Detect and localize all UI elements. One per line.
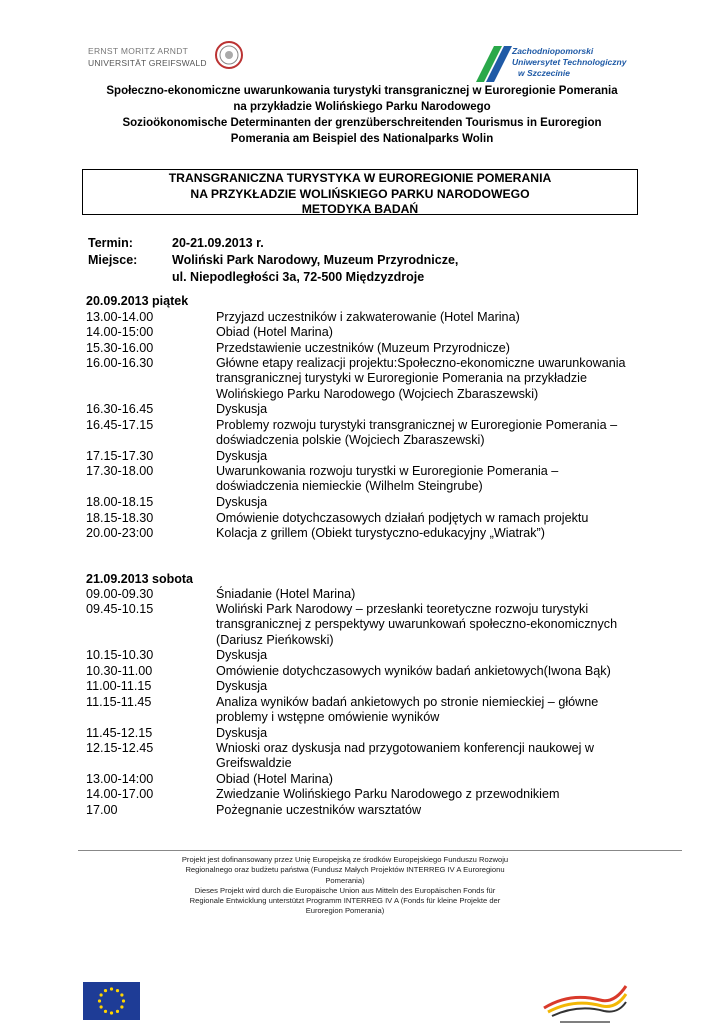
university-seal-icon <box>214 40 244 70</box>
schedule-time: 17.00 <box>86 803 118 817</box>
title-de-line1: Sozioökonomische Determinanten der grenzüberschreitenden Tourismus in Euroregion <box>122 117 602 129</box>
schedule-text: Obiad (Hotel Marina) <box>216 772 333 786</box>
greifswald-logo-line2: UNIVERSITÄT GREIFSWALD <box>88 58 207 68</box>
termin-value: 20-21.09.2013 r. <box>172 236 264 250</box>
zut-logo-line2: Uniwersytet Technologiczny <box>512 57 627 67</box>
schedule-text: Wnioski oraz dyskusja nad przygotowaniem konferencji naukowej w Greifswaldzie <box>216 741 594 771</box>
project-titles <box>60 83 664 147</box>
miejsce-line2: ul. Niepodległości 3a, 72-500 Międzyzdroje <box>172 270 425 284</box>
schedule-text: Uwarunkowania rozwoju turystki w Euroregionie Pomerania – doświadczenia niemieckie (Wilhelm Steingrube) <box>216 464 559 494</box>
footer-line: Dieses Projekt wird durch die Europäische Union aus Mitteln des Europäischen Fonds für <box>194 885 496 895</box>
day2-title: 21.09.2013 sobota <box>86 572 194 586</box>
title-pl-line2: na przykładzie Wolińskiego Parku Narodowego <box>233 101 491 113</box>
schedule-time: 17.30-18.00 <box>86 464 154 478</box>
schedule-time: 16.45-17.15 <box>86 418 154 432</box>
zut-logo <box>474 44 644 84</box>
schedule-text: Pożegnanie uczestników warsztatów <box>216 803 422 817</box>
schedule-text: Dyskusja <box>216 726 268 740</box>
greifswald-logo <box>88 40 228 82</box>
footer-line: Regionale Entwicklung unterstützt Programm INTERREG IV A (Fonds für kleine Projekte der <box>189 896 501 906</box>
schedule-text: Analiza wyników badań ankietowych po stronie niemieckiej – główne problemy i wstępne omówienie wyników <box>216 695 599 725</box>
zut-logo-line3: w Szczecinie <box>518 68 570 78</box>
schedule-time: 11.00-11.15 <box>86 679 152 693</box>
miejsce-line1: Woliński Park Narodowy, Muzeum Przyrodnicze, <box>172 253 459 267</box>
schedule-time: 15.30-16.00 <box>86 341 154 355</box>
schedule-text: Śniadanie (Hotel Marina) <box>216 587 356 601</box>
schedule-time: 14.00-17.00 <box>86 787 154 801</box>
schedule-text: Kolacja z grillem (Obiekt turystyczno-edukacyjny „Wiatrak”) <box>216 526 545 540</box>
footer-line: Pomerania) <box>325 875 365 885</box>
zut-emblem-icon <box>474 44 514 84</box>
schedule-time: 14.00-15:00 <box>86 325 154 339</box>
schedule-text: Dyskusja <box>216 495 268 509</box>
eu-flag-icon <box>83 982 140 1020</box>
interreg-logo-icon <box>540 978 630 1024</box>
schedule-text: Dyskusja <box>216 449 268 463</box>
schedule-time: 09.45-10.15 <box>86 602 154 616</box>
schedule-time: 17.15-17.30 <box>86 449 154 463</box>
schedule-text: Główne etapy realizacji projektu:Społeczno-ekonomiczne uwarunkowania transgranicznej turystyki w Euroregionie Pomerania na przykładzie Wolińskiego Parku Narodowego (Wojciech Zbaraszewski) <box>216 356 626 401</box>
schedule-text: Obiad (Hotel Marina) <box>216 325 333 339</box>
schedule-time: 13.00-14.00 <box>86 310 154 324</box>
schedule-time: 16.00-16.30 <box>86 356 154 370</box>
schedule-time: 12.15-12.45 <box>86 741 154 755</box>
schedule-text: Zwiedzanie Wolińskiego Parku Narodowego z przewodnikiem <box>216 787 560 801</box>
schedule-time: 10.30-11.00 <box>86 664 153 678</box>
schedule-time: 18.15-18.30 <box>86 511 154 525</box>
workshop-title-line2: NA PRZYKŁADZIE WOLIŃSKIEGO PARKU NARODOWEGO <box>190 186 530 201</box>
schedule-time: 16.30-16.45 <box>86 402 154 416</box>
workshop-title-box <box>82 169 638 215</box>
workshop-title-line3: METODYKA BADAŃ <box>301 202 419 216</box>
schedule-time: 09.00-09.30 <box>86 587 154 601</box>
schedule-time: 18.00-18.15 <box>86 495 154 509</box>
footer-line: Projekt jest dofinansowany przez Unię Europejską ze środków Europejskiego Funduszu Rozwoju <box>181 855 509 864</box>
title-de-line2: Pomerania am Beispiel des Nationalparks Wolin <box>230 133 494 145</box>
workshop-title-line1: TRANSGRANICZNA TURYSTYKA W EUROREGIONIE POMERANIA <box>168 171 552 185</box>
zut-logo-line1: Zachodniopomorski <box>512 46 594 56</box>
footer-line: Euroregion Pomerania) <box>305 906 385 916</box>
schedule-text: Dyskusja <box>216 402 268 416</box>
schedule-time: 10.15-10.30 <box>86 648 154 662</box>
footer-divider <box>78 850 682 851</box>
miejsce-label: Miejsce: <box>88 253 138 267</box>
schedule-text: Dyskusja <box>216 679 268 693</box>
schedule-time: 11.15-11.45 <box>86 695 152 709</box>
schedule-text: Omówienie dotychczasowych wyników badań ankietowych(Iwona Bąk) <box>216 664 611 678</box>
greifswald-logo-line1: ERNST MORITZ ARNDT <box>88 46 189 56</box>
schedule-text: Przedstawienie uczestników (Muzeum Przyrodnicze) <box>216 341 510 355</box>
schedule-text: Woliński Park Narodowy – przesłanki teoretyczne rozwoju turystyki transgranicznej z perspektywy uwarunkowań społeczno-ekonomicznych (Dariusz Pieńkowski) <box>216 602 618 647</box>
schedule-text: Problemy rozwoju turystyki transgranicznej w Euroregionie Pomerania – doświadczenia polskie (Wojciech Zbaraszewski) <box>216 418 618 448</box>
termin-label: Termin: <box>88 236 133 250</box>
footer-line: Regionalnego oraz budżetu państwa (Fundusz Małych Projektów INTERREG IV A Euroregionu <box>185 865 505 875</box>
footer-funding-note <box>140 855 550 917</box>
title-pl-line1: Społeczno-ekonomiczne uwarunkowania turystyki transgranicznej w Euroregionie Pomerania <box>106 85 618 97</box>
schedule-text: Przyjazd uczestników i zakwaterowanie (Hotel Marina) <box>216 310 520 324</box>
schedule-text: Omówienie dotychczasowych działań podjętych w ramach projektu <box>216 511 589 525</box>
day1-title: 20.09.2013 piątek <box>86 294 189 308</box>
schedule-time: 20.00-23:00 <box>86 526 154 540</box>
schedule-time: 13.00-14:00 <box>86 772 154 786</box>
schedule-text: Dyskusja <box>216 648 268 662</box>
schedule-time: 11.45-12.15 <box>86 726 153 740</box>
